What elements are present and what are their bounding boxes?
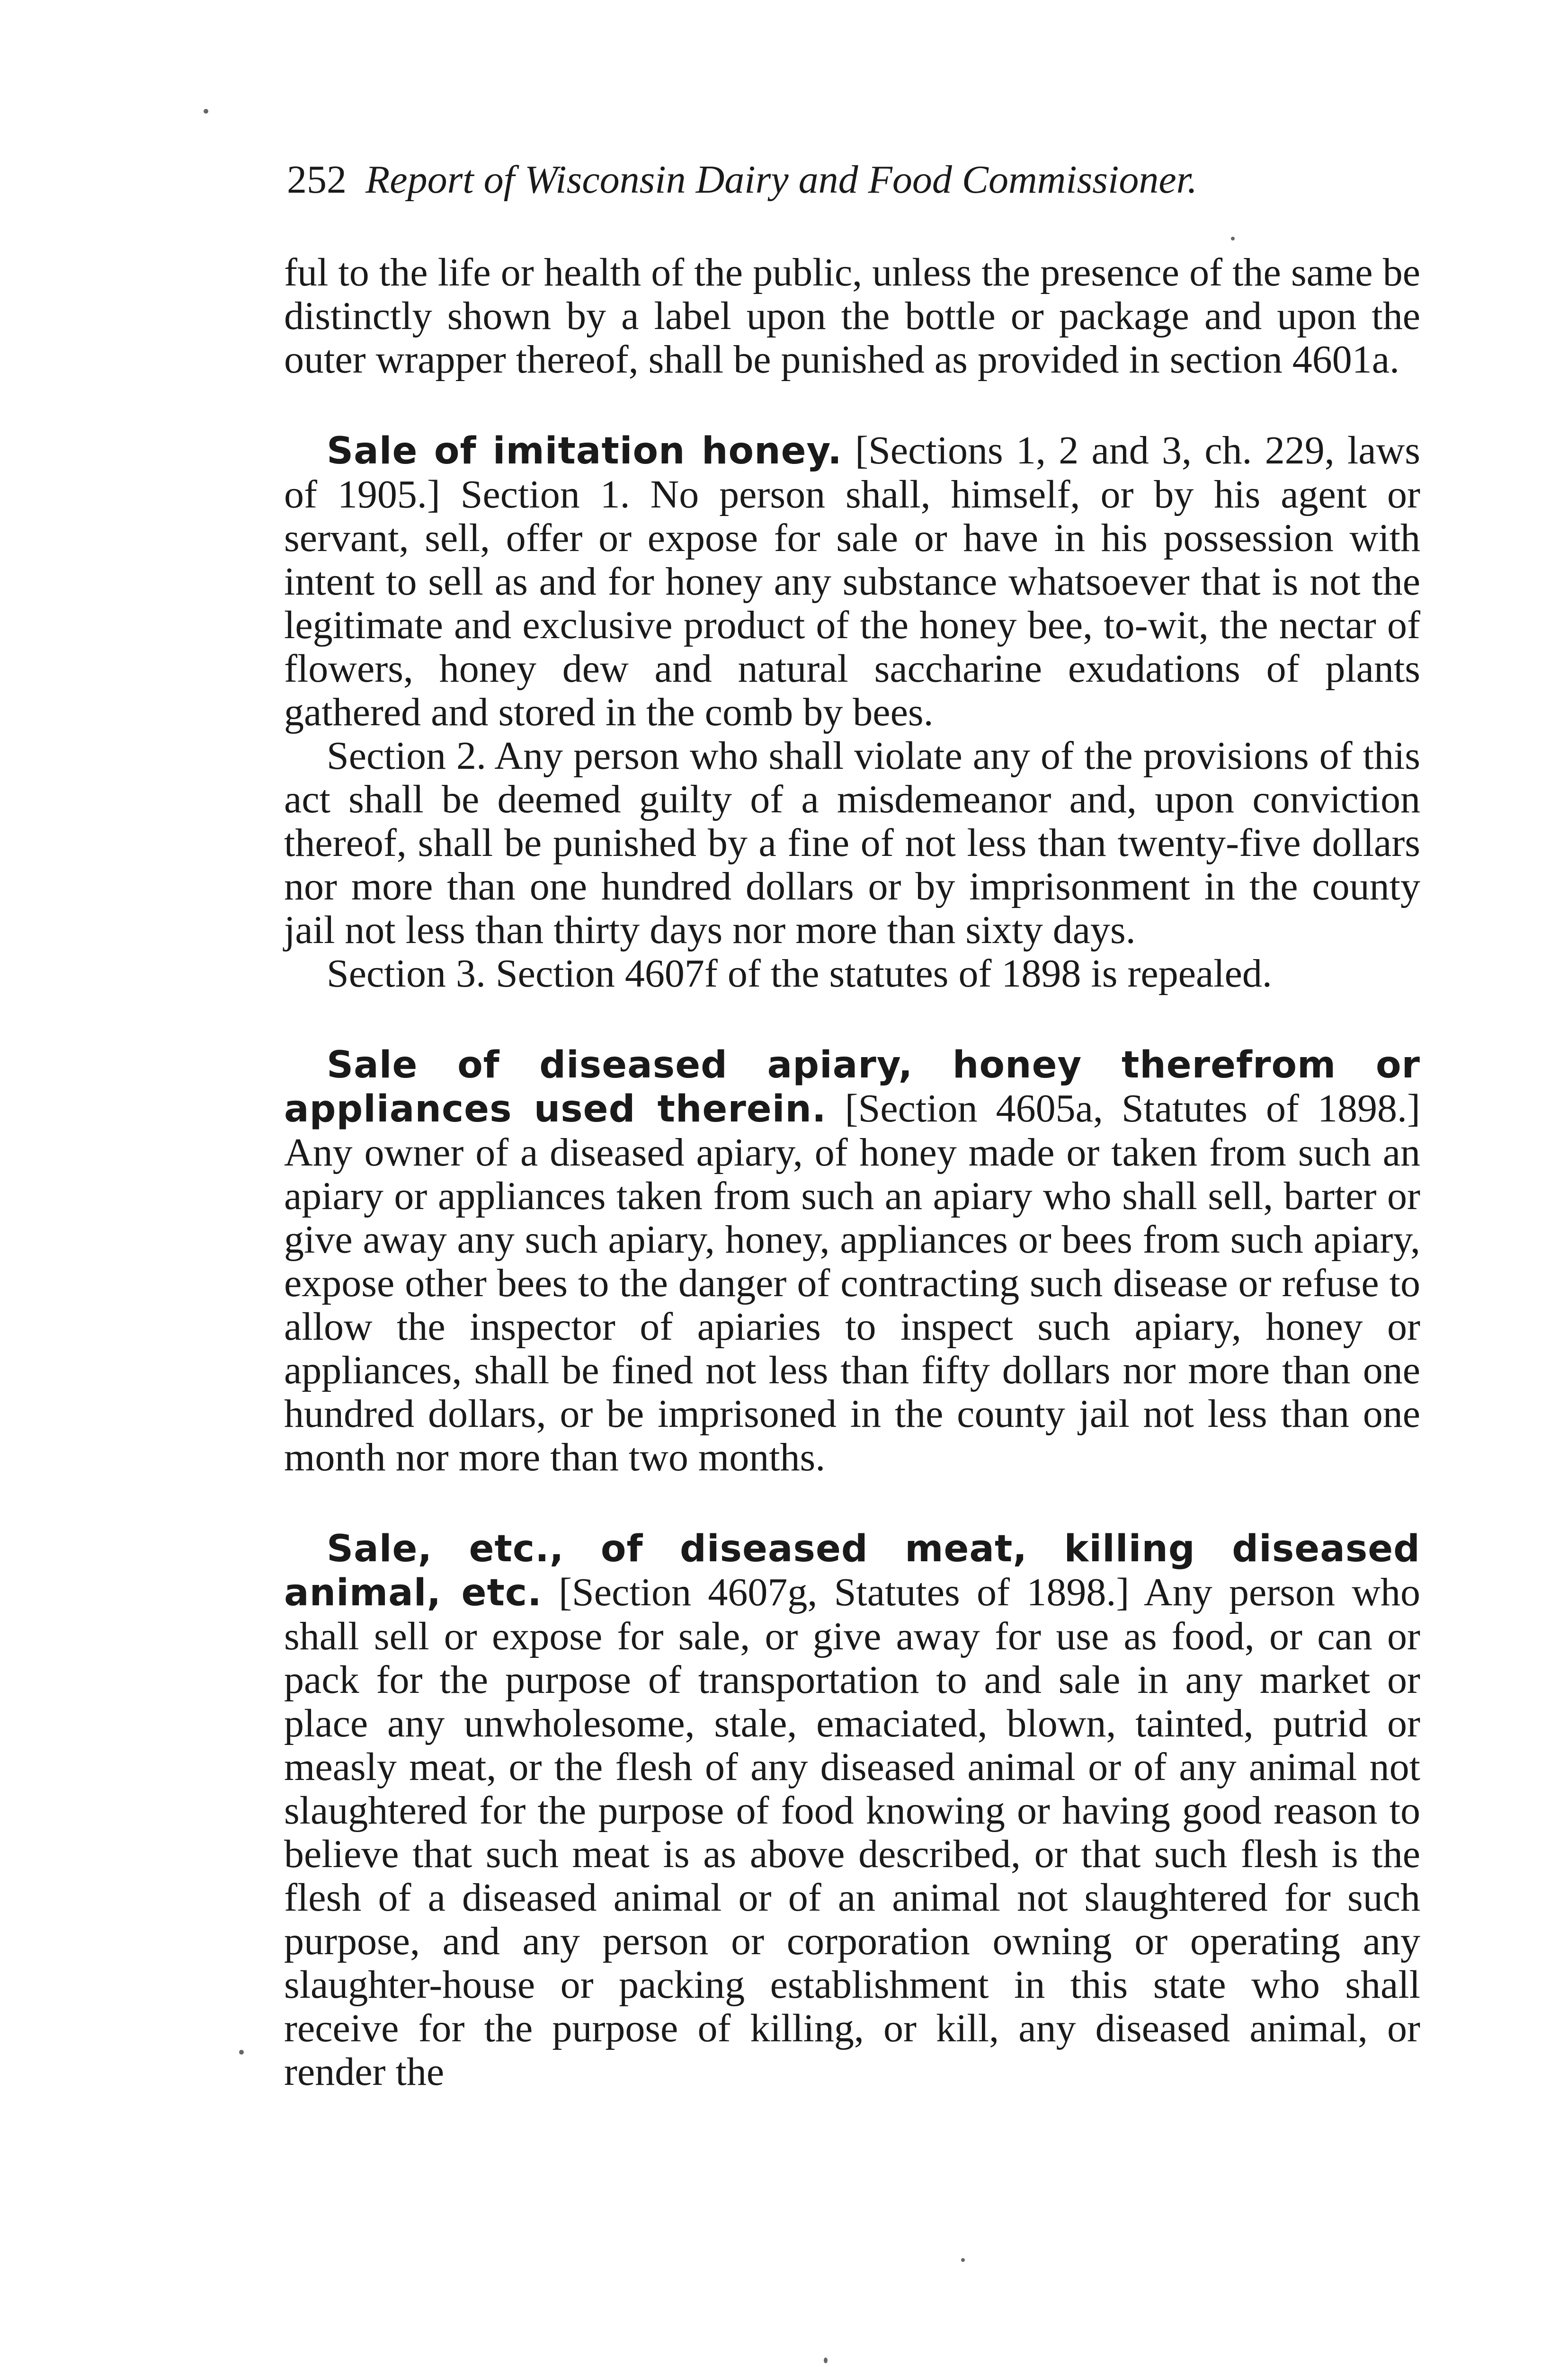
section-heading: Sale, etc., of diseased meat, killing diseased animal, etc. [284, 1528, 1420, 1614]
section-heading: Sale of imitation honey. [327, 430, 842, 472]
paragraph-text: Section 2. Any person who shall violate any of the provisions of this act shall be deemed guilty of a misdemeanor and, upon conviction thereof, shall be punished by a fine of not less than twenty-five dollars nor more than one hundred dollars or by imprisonment in the county jail not less than thirty days nor more than sixty days. [284, 734, 1420, 952]
scan-speck [961, 2258, 965, 2262]
body-text [284, 251, 1420, 2094]
paragraph-section-3 [284, 952, 1420, 996]
paragraph-text: [Section 4607g, Statutes of 1898.] Any person who shall sell or expose for sale, or give away for use as food, or can or pack for the purpose of transportation to and sale in any market or place any unwholesome, stale, emaciated, blown, tainted, putrid or measly meat, or the flesh of any diseased animal or of any animal not slaughtered for the purpose of food knowing or having good reason to believe that such meat is as above described, or that such flesh is the flesh of a diseased animal or of an animal not slaughtered for such purpose, and any person or corporation owning or operating any slaughter-house or packing establishment in this state who shall receive for the purpose of killing, or kill, any diseased animal, or render the [284, 1570, 1420, 2094]
paragraph-text: [Sections 1, 2 and 3, ch. 229, laws of 1905.] Section 1. No person shall, himself, or by his agent or servant, sell, offer or expose for sale or have in his possession with intent to sell as and for honey any substance whatsoever that is not the legitimate and exclusive product of the honey bee, to-wit, the nectar of flowers, honey dew and natural saccharine exudations of plants gathered and stored in the comb by bees. [284, 428, 1420, 734]
scan-speck [824, 2358, 828, 2363]
scan-speck [204, 109, 208, 114]
scan-speck [239, 2050, 244, 2055]
section-imitation-honey [284, 429, 1420, 734]
paragraph-text: Section 3. Section 4607f of the statutes of 1898 is repealed. [327, 952, 1272, 996]
section-diseased-meat [284, 1527, 1420, 2094]
page-header [287, 151, 1423, 208]
paragraph-text: ful to the life or health of the public, unless the presence of the same be distinctly shown by a label upon the bottle or package and upon the outer wrapper thereof, shall be punished as provided in section 4601a. [284, 250, 1420, 382]
paragraph-continuation [284, 251, 1420, 382]
section-diseased-apiary [284, 1043, 1420, 1479]
section-heading: Sale of diseased apiary, honey therefrom or appliances used therein. [284, 1044, 1420, 1130]
paragraph-section-2 [284, 734, 1420, 952]
paragraph-text: [Section 4605a, Statutes of 1898.] Any owner of a diseased apiary, of honey made or taken from such an apiary or appliances taken from such an apiary who shall sell, barter or give away any such apiary, honey, appliances or bees from such apiary, expose other bees to the danger of contracting such disease or refuse to allow the inspector of apiaries to inspect such apiary, honey or appliances, shall be fined not less than fifty dollars nor more than one hundred dollars, or be imprisoned in the county jail not less than one month nor more than two months. [284, 1086, 1420, 1479]
page-number: 252 [287, 158, 347, 202]
scan-speck [1231, 237, 1235, 240]
running-title: Report of Wisconsin Dairy and Food Commissioner. [365, 158, 1197, 202]
